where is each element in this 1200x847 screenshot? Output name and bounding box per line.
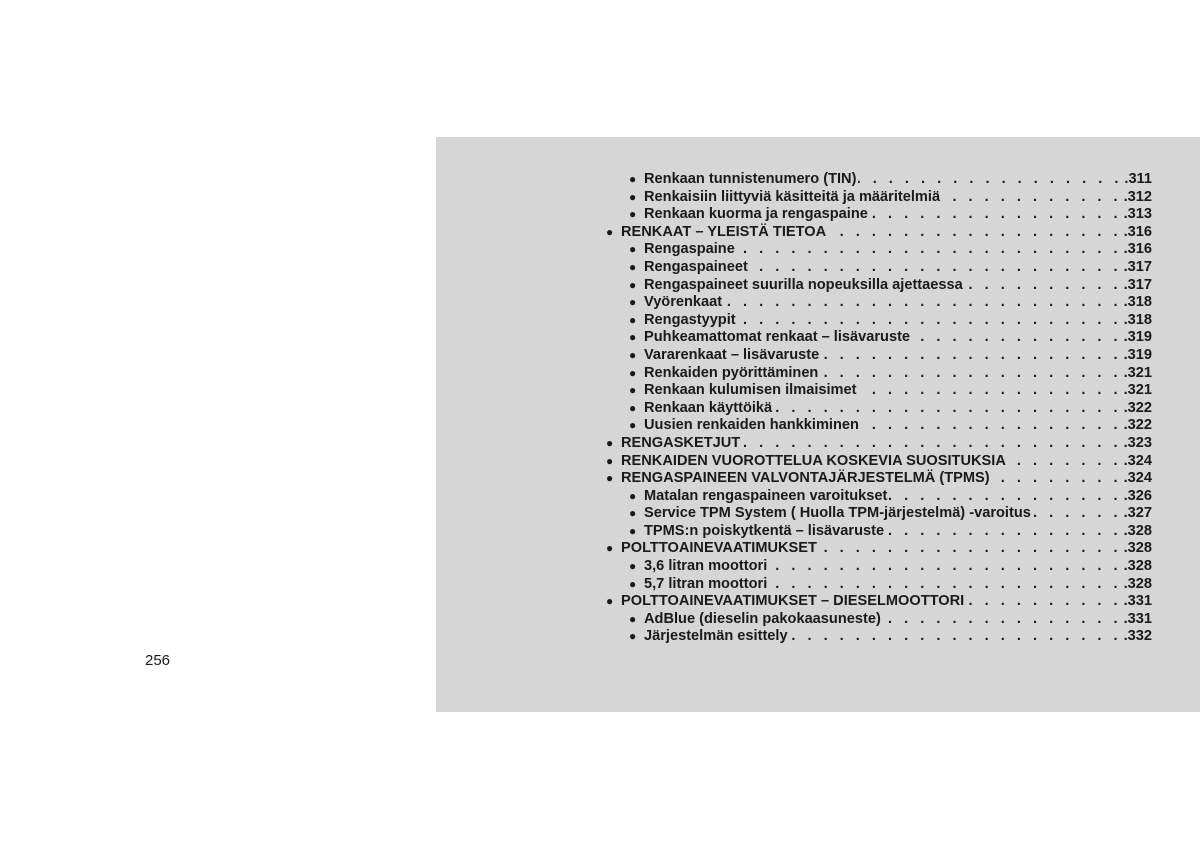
bullet-icon: ● <box>629 611 637 626</box>
page-number: 256 <box>145 652 171 669</box>
toc-entry-page: .316 <box>1123 223 1152 240</box>
bullet-icon: ● <box>629 365 637 380</box>
toc-subsection-entry[interactable] <box>606 488 1152 506</box>
toc-section-entry[interactable] <box>606 224 1152 242</box>
toc-entry-page: .318 <box>1123 311 1152 328</box>
dot-leader <box>912 329 1122 347</box>
toc-entry-page: .332 <box>1123 628 1152 645</box>
toc-entry-title: TPMS:n poiskytkentä – lisävaruste <box>644 522 885 539</box>
toc-entry-title: Vararenkaat – lisävaruste <box>644 346 820 363</box>
toc-entry-title: Matalan rengaspaineen varoitukset <box>644 487 888 504</box>
bullet-icon: ● <box>606 224 614 239</box>
toc-entry-title: Renkaan tunnistenumero (TIN) <box>644 171 857 187</box>
toc-subsection-entry[interactable] <box>606 277 1152 295</box>
toc-subsection-entry[interactable] <box>606 417 1152 435</box>
toc-subsection-entry[interactable] <box>606 189 1152 207</box>
toc-entry-title: POLTTOAINEVAATIMUKSET <box>621 540 817 557</box>
toc-entry-title: POLTTOAINEVAATIMUKSET – DIESELMOOTTORI <box>621 593 965 610</box>
toc-entry-title: Renkaan kuorma ja rengaspaine <box>644 206 868 223</box>
toc-entry-title: Uusien renkaiden hankkiminen <box>644 417 859 434</box>
toc-section-entry[interactable] <box>606 593 1152 611</box>
bullet-icon: ● <box>629 400 637 415</box>
toc-section-entry[interactable] <box>606 453 1152 471</box>
toc-subsection-entry[interactable] <box>606 558 1152 576</box>
bullet-icon: ● <box>629 242 637 257</box>
bullet-icon: ● <box>629 559 637 574</box>
bullet-icon: ● <box>629 418 637 433</box>
dot-leader <box>965 277 1122 295</box>
toc-entry-title: AdBlue (dieselin pakokaasuneste) <box>644 610 881 627</box>
dot-leader <box>737 241 1122 259</box>
toc-subsection-entry[interactable] <box>606 382 1152 400</box>
toc-entry-title: Renkaan käyttöikä <box>644 399 773 416</box>
toc-entry-title: Service TPM System ( Huolla TPM-järjestelmä) -varoitus <box>644 505 1031 522</box>
toc-entry-page: .317 <box>1123 276 1152 293</box>
toc-entry-page: .319 <box>1123 329 1152 346</box>
toc-section-entry[interactable] <box>606 470 1152 488</box>
dot-leader <box>992 470 1122 488</box>
toc-section-entry[interactable] <box>606 435 1152 453</box>
dot-leader <box>790 628 1122 646</box>
bullet-icon: ● <box>629 207 637 222</box>
dot-leader <box>724 294 1121 312</box>
toc-entry-title: RENGASKETJUT <box>621 434 741 451</box>
toc-subsection-entry[interactable] <box>606 241 1152 259</box>
dot-leader <box>820 365 1121 383</box>
dot-leader <box>769 576 1121 594</box>
toc-subsection-entry[interactable] <box>606 611 1152 629</box>
toc-entry-title: Rengaspaineet <box>644 258 748 275</box>
dot-leader <box>966 593 1121 611</box>
toc-subsection-entry[interactable] <box>606 628 1152 646</box>
toc-entry-page: .316 <box>1123 241 1152 258</box>
bullet-icon: ● <box>629 259 637 274</box>
dot-leader <box>883 611 1122 629</box>
toc-entry-page: .328 <box>1123 558 1152 575</box>
bullet-icon: ● <box>606 471 614 486</box>
dot-leader <box>821 347 1121 365</box>
toc-entry-title: 5,7 litran moottori <box>644 575 768 592</box>
bullet-icon: ● <box>629 523 637 538</box>
dot-leader <box>858 171 1122 189</box>
toc-subsection-entry[interactable] <box>606 347 1152 365</box>
toc-entry-title: Renkaan kulumisen ilmaisimet <box>644 382 857 399</box>
toc-subsection-entry[interactable] <box>606 259 1152 277</box>
toc-entry-title: Puhkeamattomat renkaat – lisävaruste <box>644 329 911 346</box>
toc-entry-page: .326 <box>1123 487 1152 504</box>
toc-entry-page: .321 <box>1123 364 1152 381</box>
bullet-icon: ● <box>629 488 637 503</box>
toc-entry-page: .331 <box>1123 610 1152 627</box>
toc-subsection-entry[interactable] <box>606 171 1152 189</box>
toc-entry-page: .324 <box>1123 452 1152 469</box>
bullet-icon: ● <box>629 312 637 327</box>
toc-entry-title: Järjestelmän esittely <box>644 628 788 645</box>
dot-leader <box>819 540 1122 558</box>
dot-leader <box>886 523 1122 541</box>
toc-entry-title: Rengastyypit <box>644 311 736 328</box>
toc-entry-page: .328 <box>1123 540 1152 557</box>
bullet-icon: ● <box>629 506 637 521</box>
toc-entry-page: .331 <box>1123 593 1152 610</box>
dot-leader <box>1008 453 1122 471</box>
toc-entry-title: 3,6 litran moottori <box>644 558 768 575</box>
toc-entry-title: Rengaspaine <box>644 241 735 258</box>
dot-leader <box>859 382 1122 400</box>
toc-entry-title: Renkaiden pyörittäminen <box>644 364 819 381</box>
dot-leader <box>774 400 1121 418</box>
bullet-icon: ● <box>629 347 637 362</box>
toc-entry-title: RENKAAT – YLEISTÄ TIETOA <box>621 223 827 240</box>
toc-subsection-entry[interactable] <box>606 312 1152 330</box>
toc-subsection-entry[interactable] <box>606 329 1152 347</box>
bullet-icon: ● <box>629 383 637 398</box>
toc-entry-page: .321 <box>1123 382 1152 399</box>
toc-entry-title: Rengaspaineet suurilla nopeuksilla ajettaessa <box>644 276 963 293</box>
bullet-icon: ● <box>629 576 637 591</box>
toc-entry-page: .312 <box>1123 188 1152 205</box>
dot-leader <box>942 189 1122 207</box>
toc-subsection-entry[interactable] <box>606 576 1152 594</box>
dot-leader <box>861 417 1122 435</box>
toc-entry-page: .311 <box>1124 171 1152 187</box>
bullet-icon: ● <box>606 453 614 468</box>
toc-entry-page: .328 <box>1123 575 1152 592</box>
toc-subsection-entry[interactable] <box>606 365 1152 383</box>
bullet-icon: ● <box>629 172 637 186</box>
toc-entry-page: .318 <box>1123 294 1152 311</box>
bullet-icon: ● <box>629 295 637 310</box>
dot-leader <box>750 259 1122 277</box>
bullet-icon: ● <box>606 594 614 609</box>
toc-subsection-entry[interactable] <box>606 523 1152 541</box>
bullet-icon: ● <box>629 189 637 204</box>
toc-entry-title: RENGASPAINEEN VALVONTAJÄRJESTELMÄ (TPMS) <box>621 470 990 487</box>
toc-entry-page: .313 <box>1123 206 1152 223</box>
toc-entry-page: .323 <box>1123 434 1152 451</box>
bullet-icon: ● <box>606 541 614 556</box>
toc-entry-page: .328 <box>1123 522 1152 539</box>
bullet-icon: ● <box>629 330 637 345</box>
toc-entry-page: .317 <box>1123 258 1152 275</box>
bullet-icon: ● <box>606 435 614 450</box>
dot-leader <box>742 435 1121 453</box>
toc-entry-title: Renkaisiin liittyviä käsitteitä ja määritelmiä <box>644 188 941 205</box>
dot-leader <box>828 224 1121 242</box>
toc-section-entry[interactable] <box>606 540 1152 558</box>
toc-entry-title: Vyörenkaat <box>644 294 723 311</box>
dot-leader <box>769 558 1121 576</box>
toc-entry-page: .322 <box>1123 399 1152 416</box>
dot-leader <box>738 312 1122 330</box>
bullet-icon: ● <box>629 629 637 644</box>
toc-subsection-entry[interactable] <box>606 206 1152 224</box>
toc-panel <box>436 137 1200 712</box>
toc-subsection-entry[interactable] <box>606 400 1152 418</box>
toc-entry-title: RENKAIDEN VUOROTTELUA KOSKEVIA SUOSITUKSIA <box>621 452 1006 469</box>
toc-entry-page: .324 <box>1123 470 1152 487</box>
toc-entry-page: .319 <box>1123 346 1152 363</box>
toc-entry-page: .322 <box>1123 417 1152 434</box>
dot-leader <box>1033 505 1122 523</box>
dot-leader <box>889 488 1121 506</box>
toc-subsection-entry[interactable] <box>606 505 1152 523</box>
toc-entry-page: .327 <box>1123 505 1152 522</box>
table-of-contents <box>606 171 1152 646</box>
toc-subsection-entry[interactable] <box>606 294 1152 312</box>
bullet-icon: ● <box>629 277 637 292</box>
dot-leader <box>870 206 1122 224</box>
